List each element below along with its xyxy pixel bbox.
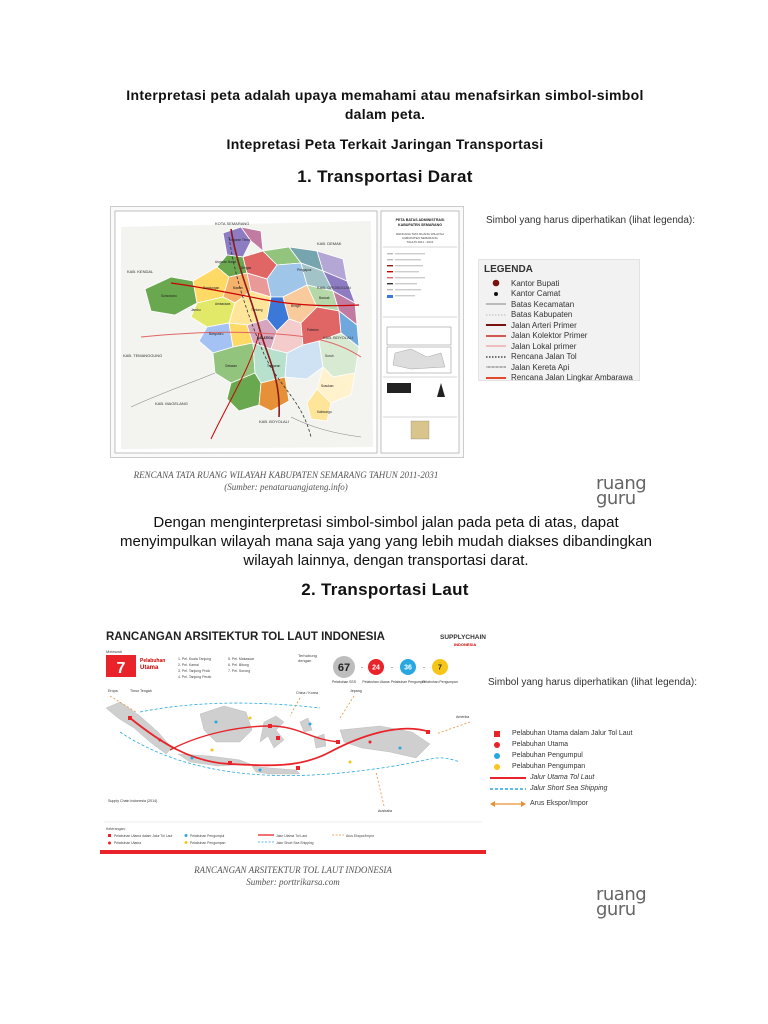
svg-text:Jambu: Jambu — [191, 308, 201, 312]
svg-text:Bancak: Bancak — [319, 296, 330, 300]
svg-text:Jalur Short Sea Shipping: Jalur Short Sea Shipping — [276, 841, 314, 845]
svg-text:Pringapus: Pringapus — [297, 268, 312, 272]
svg-text:China / Korea: China / Korea — [296, 691, 318, 695]
svg-text:Tengaran: Tengaran — [267, 364, 281, 368]
svg-text:Pelabuhan Utama dalam Jalur To: Pelabuhan Utama dalam Jalur Tol Laut — [114, 834, 173, 838]
pelabuhan-pengumpan-icon — [486, 763, 508, 771]
svg-text:RENCANA TATA RUANG WILAYAH: RENCANA TATA RUANG WILAYAH — [396, 232, 444, 236]
svg-text:Bergas: Bergas — [241, 266, 252, 270]
svg-text:-: - — [361, 665, 363, 671]
svg-text:2. Pel. Kamai: 2. Pel. Kamai — [178, 663, 199, 667]
legend-item: Jalan Kereta Api — [485, 362, 633, 373]
map2-caption-title: RANCANGAN ARSITEKTUR TOL LAUT INDONESIA — [194, 865, 392, 875]
svg-text:Jalur Utama Tol Laut: Jalur Utama Tol Laut — [276, 834, 308, 838]
legend-item: Arus Ekspor/Impor — [490, 798, 633, 809]
svg-text:Pelabuhan: Pelabuhan — [140, 658, 166, 664]
svg-text:Australia: Australia — [378, 809, 392, 813]
svg-text:Keterangan:: Keterangan: — [106, 827, 126, 831]
jalan-kolektor-line-icon — [485, 333, 507, 339]
svg-text:dengan: dengan — [298, 658, 312, 663]
svg-text:6. Pel. Bitung: 6. Pel. Bitung — [228, 663, 249, 667]
kereta-api-line-icon — [485, 364, 507, 370]
port-count-value: 24 — [372, 664, 380, 672]
jalan-arteri-line-icon — [485, 322, 507, 328]
map-label: KAB. GROBOGAN — [317, 285, 351, 290]
rencana-tol-line-icon — [485, 354, 507, 360]
map-label: KAB. MAGELANG — [155, 401, 188, 406]
arus-ekspor-arrow-icon — [490, 800, 526, 808]
svg-text:Suruh: Suruh — [325, 354, 334, 358]
legend-title: LEGENDA — [484, 264, 533, 275]
map-label: KAB. TEMANGGUNG — [123, 353, 163, 358]
map-label: KAB. DEMAK — [317, 241, 342, 246]
semarang-map-graphic — [111, 207, 463, 457]
legend-item: Pelabuhan Utama dalam Jalur Tol Laut — [486, 728, 633, 739]
legend-note-laut: Simbol yang harus diperhatikan (lihat legenda): — [488, 677, 698, 688]
intro-text — [90, 86, 680, 124]
svg-text:SALATIGA: SALATIGA — [257, 336, 274, 340]
supplychain-logo: SUPPLYCHAIN — [440, 634, 486, 641]
svg-text:Bringin: Bringin — [291, 304, 301, 308]
svg-text:Terhubung: Terhubung — [298, 653, 317, 658]
map1-caption-source: (Sumber: penataruangjateng.info) — [224, 482, 348, 492]
svg-text:Tuntang: Tuntang — [251, 308, 263, 312]
legend-item: Batas Kabupaten — [485, 310, 633, 321]
legend-item: Pelabuhan Utama — [486, 739, 633, 750]
pelabuhan-utama-tol-icon — [486, 730, 508, 738]
svg-text:Ungaran Barat: Ungaran Barat — [215, 260, 236, 264]
kantor-bupati-icon — [485, 278, 507, 288]
legend-item: Jalur Utama Tol Laut — [490, 772, 633, 783]
jalur-utama-line-icon — [490, 775, 526, 781]
svg-text:Bandungan: Bandungan — [203, 286, 220, 290]
map-label: KAB. BOYOLALI — [259, 419, 290, 424]
jalan-lokal-line-icon — [485, 343, 507, 349]
svg-text:Timur Tengah: Timur Tengah — [130, 689, 152, 693]
svg-text:Getasan: Getasan — [225, 364, 238, 368]
legend-item: Pelabuhan Pengumpul — [486, 750, 633, 761]
map1-caption-title: RENCANA TATA RUANG WILAYAH KABUPATEN SEMARANG TAHUN 2011-2031 — [133, 470, 439, 480]
port-count-label: Pelabuhan Pengumpul — [390, 680, 426, 684]
svg-text:5. Pel. Makassar: 5. Pel. Makassar — [228, 657, 255, 661]
legend-item: Jalan Kolektor Primer — [485, 331, 633, 342]
svg-text:Banyubiru: Banyubiru — [209, 332, 224, 336]
section-title-darat: 1. Transportasi Darat — [297, 167, 473, 186]
svg-text:Susukan: Susukan — [321, 384, 334, 388]
svg-text:KABUPATEN SEMARANG: KABUPATEN SEMARANG — [402, 236, 438, 240]
pelabuhan-pengumpul-icon — [486, 752, 508, 760]
port-count-value: 67 — [337, 662, 351, 674]
legend-item: Pelabuhan Pengumpan — [486, 761, 633, 772]
svg-text:Amerika: Amerika — [456, 715, 470, 719]
map2-caption-source: Sumber: porttrikarsa.com — [246, 877, 340, 887]
svg-text:-: - — [391, 665, 393, 671]
ruangguru-logo-2: ruang guru — [596, 884, 647, 920]
legend-item: Rencana Jalan Lingkar Ambarawa — [485, 373, 633, 384]
port-count-label: Pelabuhan Pengumpan — [422, 680, 458, 684]
svg-text:Jepang: Jepang — [350, 689, 362, 693]
port-count-value: 36 — [404, 664, 412, 672]
map2-caption — [100, 864, 486, 888]
port-count-value: 7 — [438, 664, 442, 672]
map1-caption — [110, 469, 462, 493]
svg-text:3. Pel. Tanjung Priok: 3. Pel. Tanjung Priok — [178, 669, 211, 673]
svg-text:Kaliwungu: Kaliwungu — [317, 410, 332, 414]
svg-text:-: - — [423, 665, 425, 671]
section-title-laut: 2. Transportasi Laut — [301, 580, 469, 599]
kantor-camat-icon — [485, 289, 507, 299]
batas-kecamatan-line-icon — [485, 301, 507, 307]
ruangguru-logo: ruang guru — [596, 473, 647, 509]
tol-laut-title: RANCANGAN ARSITEKTUR TOL LAUT INDONESIA — [106, 631, 385, 643]
map-label: KOTA SEMARANG — [215, 221, 250, 226]
batas-kabupaten-line-icon — [485, 312, 507, 318]
intro-line-2: dalam peta. — [344, 106, 426, 122]
pelabuhan-utama-icon — [486, 741, 508, 749]
port-count-label: Pelabuhan Utama — [362, 680, 390, 684]
legend-item: Batas Kecamatan — [485, 299, 633, 310]
svg-text:Bawen: Bawen — [233, 286, 243, 290]
legend-item: Jalan Lokal primer — [485, 341, 633, 352]
svg-text:PETA BATAS ADMINISTRASI: PETA BATAS ADMINISTRASI — [395, 218, 445, 222]
semarang-map — [110, 206, 464, 458]
short-sea-line-icon — [490, 786, 526, 792]
svg-text:Pelabuhan Pengumpul: Pelabuhan Pengumpul — [190, 834, 225, 838]
svg-text:TAHUN 2011 - 2031: TAHUN 2011 - 2031 — [406, 240, 434, 244]
svg-text:Arus Ekspor/Impor: Arus Ekspor/Impor — [346, 834, 375, 838]
legend-darat — [478, 259, 640, 381]
svg-text:Pelabuhan Utama: Pelabuhan Utama — [114, 841, 142, 845]
map-label: KAB. BOYOLALI — [323, 335, 354, 340]
legend-item: Jalan Arteri Primer — [485, 320, 633, 331]
paragraph-darat: Dengan menginterpretasi simbol-simbol jalan pada peta di atas, dapat menyimpulkan wilayah mana saja yang yang lebih mudah diakses dibandingkan wilayah lainnya, dengan transportasi darat. — [120, 514, 652, 569]
svg-text:4. Pel. Tanjung Perak: 4. Pel. Tanjung Perak — [178, 675, 212, 679]
map-label: KAB. KENDAL — [127, 269, 154, 274]
svg-text:Pelabuhan Pengumpan: Pelabuhan Pengumpan — [190, 841, 226, 845]
legend-item: Jalur Short Sea Shipping — [490, 783, 633, 794]
svg-text:Sumowono: Sumowono — [161, 294, 177, 298]
jalan-lingkar-line-icon — [485, 375, 507, 381]
legend-item: Rencana Jalan Tol — [485, 352, 633, 363]
svg-text:Ungaran Timur: Ungaran Timur — [229, 238, 251, 242]
svg-text:7. Pel. Sorong: 7. Pel. Sorong — [228, 669, 251, 673]
svg-text:Utama: Utama — [140, 665, 159, 671]
svg-text:Melewati: Melewati — [106, 649, 122, 654]
legend-laut — [484, 724, 654, 820]
svg-text:Ambarawa: Ambarawa — [215, 302, 231, 306]
intro-line-1: Interpretasi peta adalah upaya memahami atau menafsirkan simbol-simbol — [126, 87, 644, 103]
tol-laut-map-graphic — [100, 622, 486, 854]
svg-text:Supply Chain Indonesia (2014): Supply Chain Indonesia (2014) — [108, 799, 158, 803]
svg-text:Eropa: Eropa — [108, 689, 118, 693]
utama-count: 7 — [116, 660, 126, 677]
svg-text:1. Pel. Kuala Tanjung: 1. Pel. Kuala Tanjung — [178, 657, 212, 661]
legend-item: Kantor Camat — [485, 289, 633, 300]
legend-item: Kantor Bupati — [485, 278, 633, 289]
tol-laut-map — [100, 622, 486, 854]
page-subtitle: Intepretasi Peta Terkait Jaringan Transportasi — [226, 136, 544, 152]
svg-text:INDONESIA: INDONESIA — [454, 642, 477, 647]
port-count-label: Pelabuhan SSS — [332, 680, 356, 684]
svg-text:KABUPATEN SEMARANG: KABUPATEN SEMARANG — [398, 223, 442, 227]
legend-note-darat: Simbol yang harus diperhatikan (lihat legenda): — [486, 215, 696, 226]
svg-text:Pabelan: Pabelan — [307, 328, 319, 332]
